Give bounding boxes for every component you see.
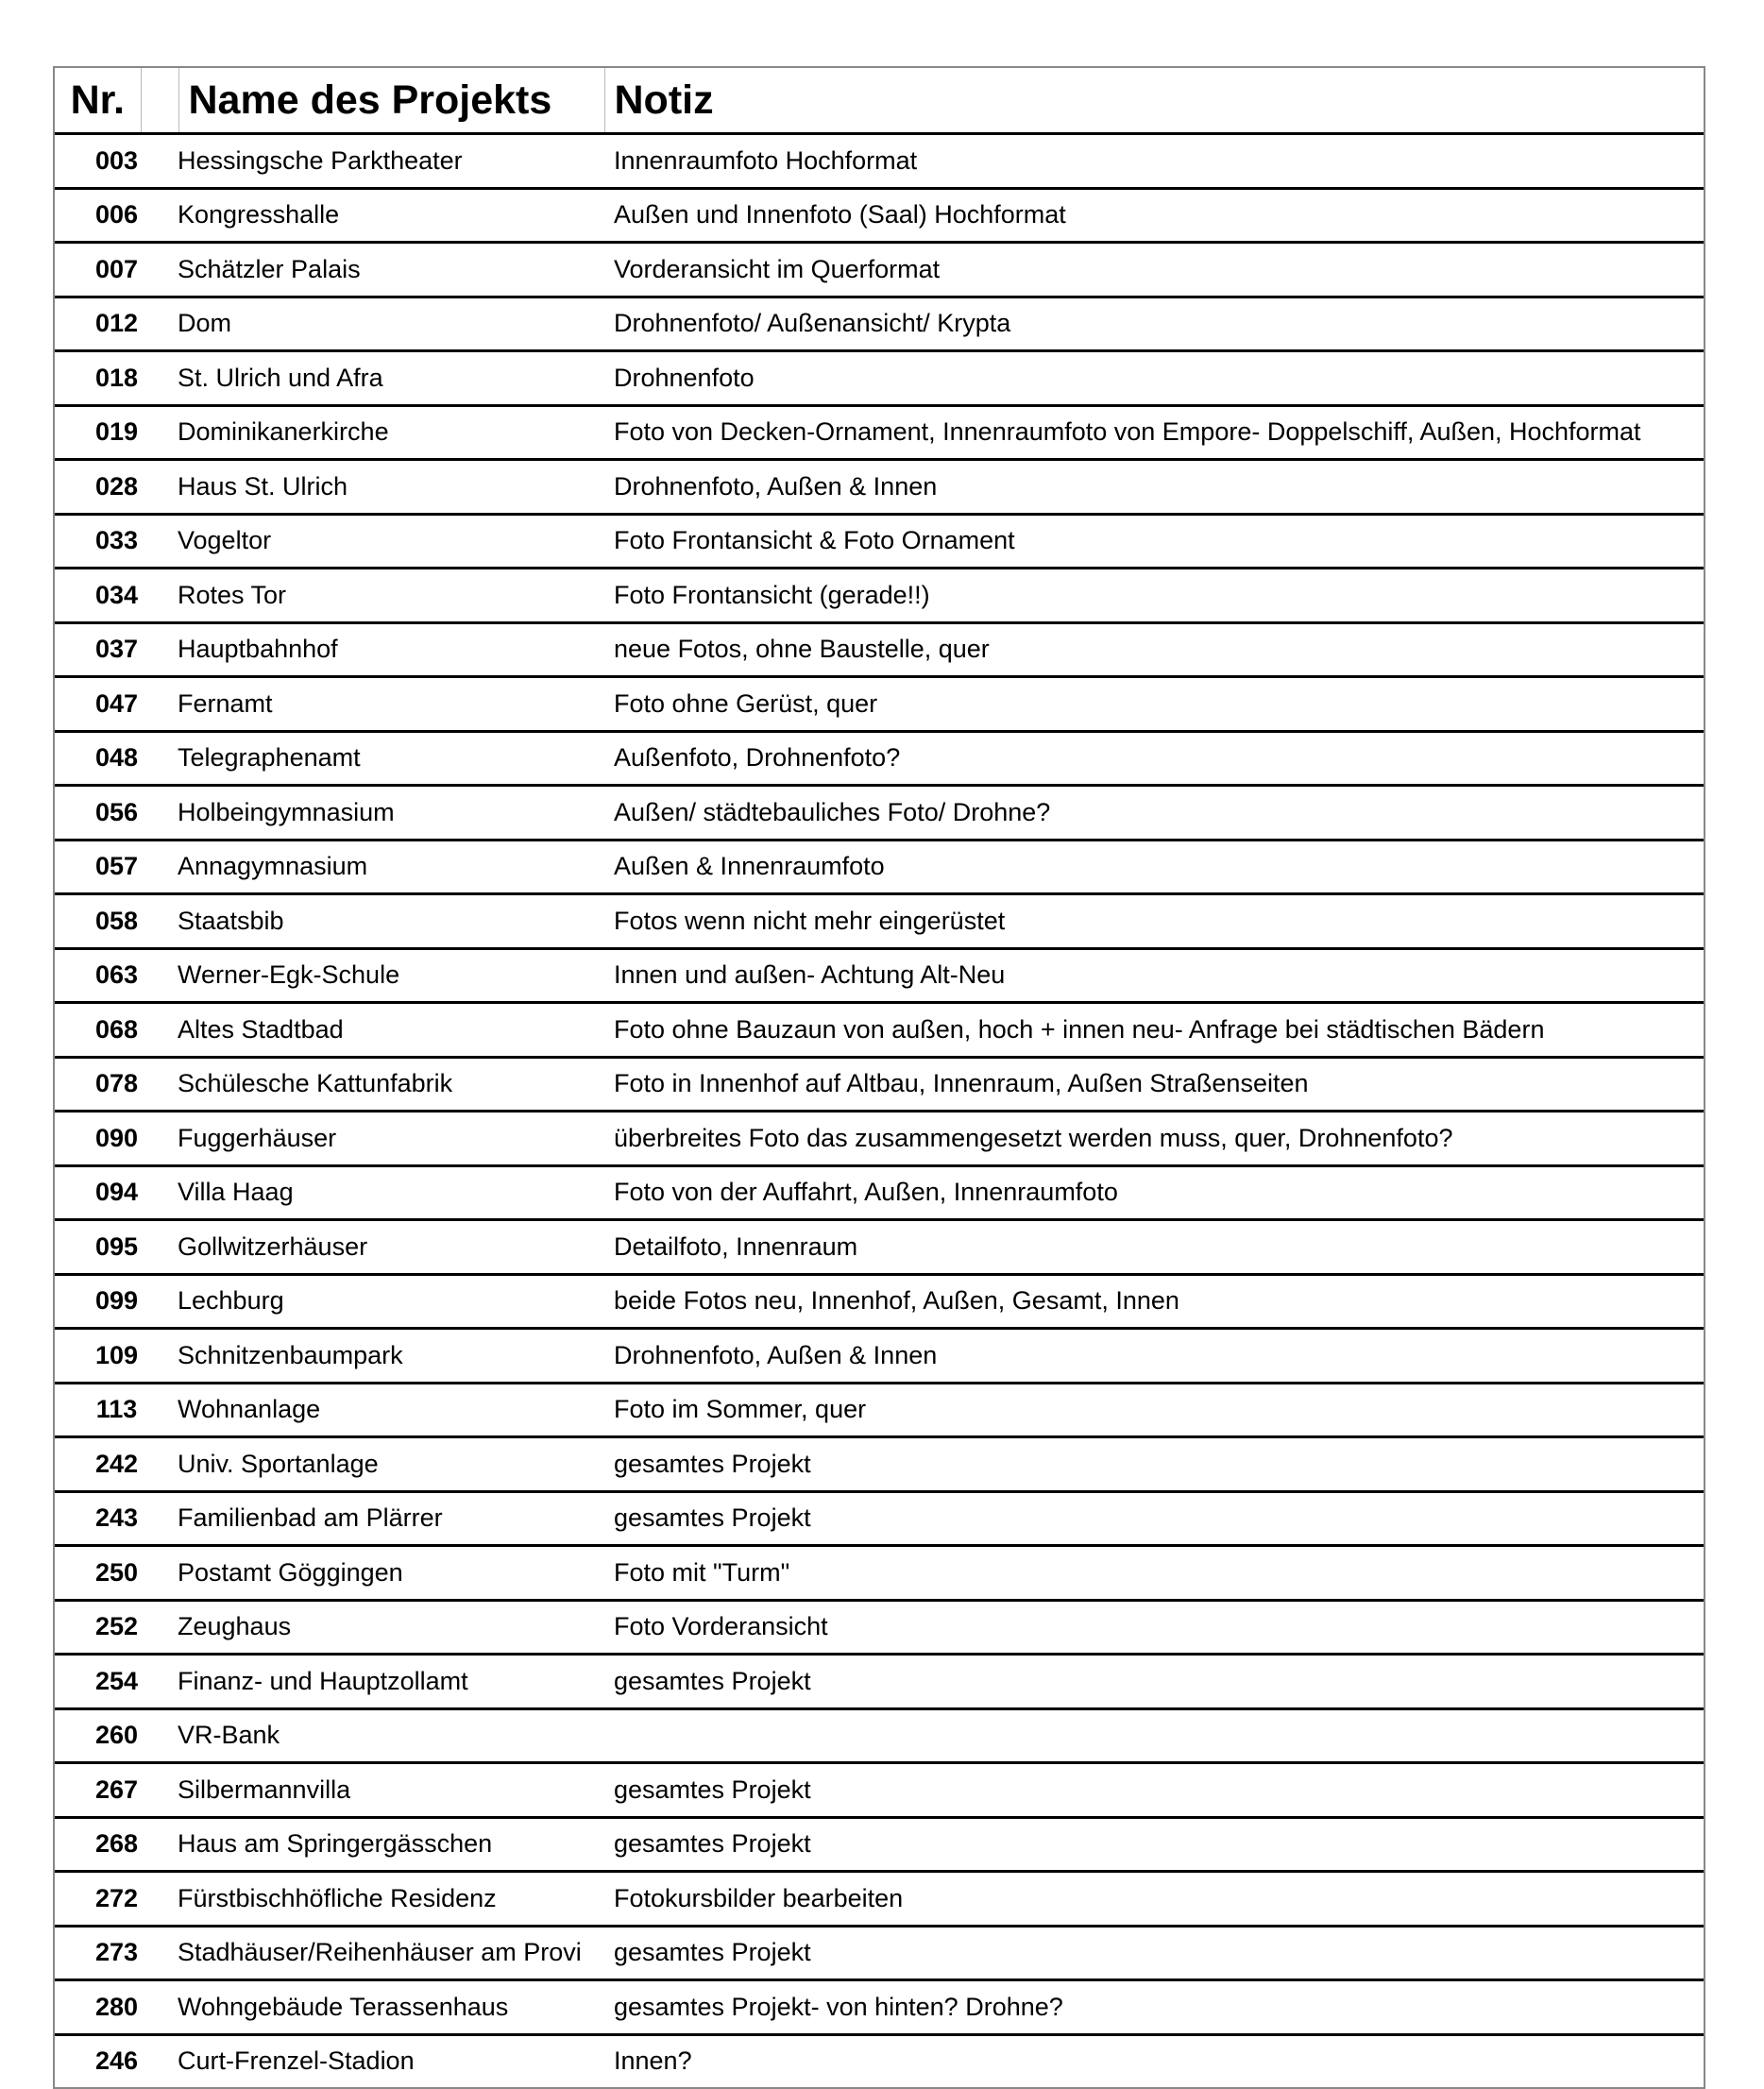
row-note	[604, 1708, 1704, 1763]
row-project-name	[178, 677, 604, 732]
row-number: 037	[55, 622, 178, 677]
project-name-text: Annagymnasium	[178, 852, 368, 881]
row-project-name	[178, 188, 604, 243]
project-name-text: Stadhäuser/Reihenhäuser am Provi	[178, 1938, 582, 1967]
header-nr: Nr.	[55, 68, 141, 134]
project-name-text: Schnitzenbaumpark	[178, 1340, 403, 1369]
row-number: 109	[55, 1329, 178, 1384]
row-number: 280	[55, 1980, 178, 2035]
table-row	[55, 840, 1704, 894]
table-row	[55, 297, 1704, 351]
project-name-text: Vogeltor	[178, 526, 272, 555]
row-project-name	[178, 1383, 604, 1437]
table-row	[55, 2034, 1704, 2087]
row-number: 090	[55, 1112, 178, 1166]
row-project-name	[178, 1708, 604, 1763]
row-project-name	[178, 840, 604, 894]
row-note: Drohnenfoto, Außen & Innen	[604, 1329, 1704, 1384]
row-number: 057	[55, 840, 178, 894]
row-project-name	[178, 351, 604, 406]
row-note: Foto im Sommer, quer	[604, 1383, 1704, 1437]
row-number: 056	[55, 786, 178, 841]
row-number: 058	[55, 894, 178, 949]
row-note: gesamtes Projekt	[604, 1437, 1704, 1492]
row-project-name	[178, 1980, 604, 2035]
row-note: Foto ohne Bauzaun von außen, hoch + innen neu- Anfrage bei städtischen Bädern	[604, 1003, 1704, 1058]
table-row	[55, 786, 1704, 841]
table-row	[55, 1708, 1704, 1763]
row-project-name	[178, 1546, 604, 1601]
header-spacer	[141, 68, 178, 134]
row-number: 012	[55, 297, 178, 351]
header-row	[55, 68, 1704, 134]
project-name-text: St. Ulrich und Afra	[178, 363, 383, 392]
table-row	[55, 514, 1704, 569]
project-name-text: Wohngebäude Terassenhaus	[178, 1992, 509, 2021]
table-row	[55, 1491, 1704, 1546]
project-name-text: Wohnanlage	[178, 1395, 321, 1424]
row-project-name	[178, 786, 604, 841]
project-name-text: Schätzler Palais	[178, 254, 361, 283]
row-note: Außenfoto, Drohnenfoto?	[604, 731, 1704, 786]
table-row	[55, 1003, 1704, 1058]
row-number: 094	[55, 1165, 178, 1220]
row-note: Drohnenfoto	[604, 351, 1704, 406]
row-project-name	[178, 2034, 604, 2087]
row-note: gesamtes Projekt	[604, 1763, 1704, 1818]
row-number: 047	[55, 677, 178, 732]
row-project-name	[178, 1491, 604, 1546]
row-number: 019	[55, 405, 178, 460]
row-note: Foto mit "Turm"	[604, 1546, 1704, 1601]
project-name-text: Finanz- und Hauptzollamt	[178, 1666, 468, 1695]
table-row	[55, 1274, 1704, 1329]
project-name-text: Werner-Egk-Schule	[178, 960, 400, 990]
row-number: 018	[55, 351, 178, 406]
table-row	[55, 351, 1704, 406]
row-note: beide Fotos neu, Innenhof, Außen, Gesamt, Innen	[604, 1274, 1704, 1329]
row-number: 254	[55, 1655, 178, 1709]
row-number: 028	[55, 460, 178, 515]
row-project-name	[178, 1763, 604, 1818]
row-project-name	[178, 1600, 604, 1655]
row-note: gesamtes Projekt	[604, 1655, 1704, 1709]
row-note: gesamtes Projekt	[604, 1817, 1704, 1872]
project-name-text: Haus am Springergässchen	[178, 1829, 493, 1859]
project-name-text: Dominikanerkirche	[178, 417, 389, 447]
project-name-text: Haus St. Ulrich	[178, 471, 348, 501]
table-row	[55, 1872, 1704, 1927]
project-name-text: Rotes Tor	[178, 580, 287, 609]
row-note: Foto in Innenhof auf Altbau, Innenraum, Außen Straßenseiten	[604, 1057, 1704, 1112]
row-number: 078	[55, 1057, 178, 1112]
table-row	[55, 1817, 1704, 1872]
row-note: Foto Frontansicht (gerade!!)	[604, 569, 1704, 623]
row-number: 068	[55, 1003, 178, 1058]
table-row	[55, 569, 1704, 623]
row-note: Detailfoto, Innenraum	[604, 1220, 1704, 1275]
row-number: 273	[55, 1926, 178, 1980]
table-row	[55, 1220, 1704, 1275]
table-row	[55, 1655, 1704, 1709]
project-name-text: Holbeingymnasium	[178, 797, 395, 826]
row-note: gesamtes Projekt- von hinten? Drohne?	[604, 1980, 1704, 2035]
row-number: 034	[55, 569, 178, 623]
table-row	[55, 134, 1704, 189]
project-name-text: Curt-Frenzel-Stadion	[178, 2047, 415, 2076]
row-project-name	[178, 948, 604, 1003]
row-project-name	[178, 460, 604, 515]
table-row	[55, 1165, 1704, 1220]
row-project-name	[178, 1003, 604, 1058]
project-name-text: Fürstbischhöfliche Residenz	[178, 1883, 497, 1912]
row-number: 250	[55, 1546, 178, 1601]
project-table	[55, 68, 1704, 2087]
row-number: 099	[55, 1274, 178, 1329]
table-row	[55, 1600, 1704, 1655]
row-note: Foto von der Auffahrt, Außen, Innenraumfoto	[604, 1165, 1704, 1220]
project-name-text: VR-Bank	[178, 1721, 280, 1750]
header-note: Notiz	[604, 68, 1704, 134]
project-name-text: Zeughaus	[178, 1612, 292, 1641]
project-name-text: Gollwitzerhäuser	[178, 1231, 368, 1261]
row-note: Foto ohne Gerüst, quer	[604, 677, 1704, 732]
header-project-name: Name des Projekts	[178, 68, 604, 134]
row-number: 267	[55, 1763, 178, 1818]
table-row	[55, 731, 1704, 786]
table-row	[55, 677, 1704, 732]
row-number: 003	[55, 134, 178, 189]
row-project-name	[178, 894, 604, 949]
table-row	[55, 1546, 1704, 1601]
row-note: Außen und Innenfoto (Saal) Hochformat	[604, 188, 1704, 243]
project-name-text: Schülesche Kattunfabrik	[178, 1069, 453, 1098]
row-note: Außen & Innenraumfoto	[604, 840, 1704, 894]
row-number: 242	[55, 1437, 178, 1492]
row-number: 268	[55, 1817, 178, 1872]
row-project-name	[178, 134, 604, 189]
table-row	[55, 622, 1704, 677]
row-project-name	[178, 405, 604, 460]
table-row	[55, 894, 1704, 949]
row-project-name	[178, 1872, 604, 1927]
row-note: Drohnenfoto/ Außenansicht/ Krypta	[604, 297, 1704, 351]
row-note: Fotos wenn nicht mehr eingerüstet	[604, 894, 1704, 949]
project-name-text: Fernamt	[178, 688, 273, 718]
row-project-name	[178, 243, 604, 297]
project-name-text: Altes Stadtbad	[178, 1014, 344, 1044]
project-name-text: Staatsbib	[178, 906, 284, 935]
row-number: 246	[94, 2047, 139, 2076]
row-number: 272	[55, 1872, 178, 1927]
row-project-name	[178, 1817, 604, 1872]
table-row	[55, 948, 1704, 1003]
project-name-text: Hessingsche Parktheater	[178, 145, 463, 175]
row-note: überbreites Foto das zusammengesetzt werden muss, quer, Drohnenfoto?	[604, 1112, 1704, 1166]
row-project-name	[178, 1926, 604, 1980]
row-note: Innen?	[604, 2034, 1704, 2087]
row-note: neue Fotos, ohne Baustelle, quer	[604, 622, 1704, 677]
project-name-text: Familienbad am Plärrer	[178, 1503, 443, 1533]
table-row	[55, 460, 1704, 515]
project-name-text: Postamt Göggingen	[178, 1557, 403, 1587]
project-name-text: Fuggerhäuser	[178, 1123, 337, 1152]
project-name-text: Lechburg	[178, 1286, 284, 1316]
row-project-name	[178, 1437, 604, 1492]
row-note: Fotokursbilder bearbeiten	[604, 1872, 1704, 1927]
table-row	[55, 1980, 1704, 2035]
row-number: 095	[55, 1220, 178, 1275]
table-row	[55, 405, 1704, 460]
row-number: 063	[55, 948, 178, 1003]
row-project-name	[178, 1057, 604, 1112]
row-project-name	[178, 1112, 604, 1166]
project-name-text: Villa Haag	[178, 1178, 294, 1207]
row-note: Drohnenfoto, Außen & Innen	[604, 460, 1704, 515]
row-note: Innenraumfoto Hochformat	[604, 134, 1704, 189]
table-row	[55, 1437, 1704, 1492]
row-number: 243	[55, 1491, 178, 1546]
table-row	[55, 1329, 1704, 1384]
row-note: Innen und außen- Achtung Alt-Neu	[604, 948, 1704, 1003]
table-row	[55, 1057, 1704, 1112]
table-row	[55, 1763, 1704, 1818]
project-name-text: Univ. Sportanlage	[178, 1449, 379, 1478]
row-project-name	[178, 297, 604, 351]
table-row	[55, 188, 1704, 243]
row-project-name	[178, 1274, 604, 1329]
table-row	[55, 1383, 1704, 1437]
row-number: 113	[55, 1383, 178, 1437]
row-project-name	[178, 514, 604, 569]
row-project-name	[178, 1329, 604, 1384]
row-project-name	[178, 569, 604, 623]
row-note: gesamtes Projekt	[604, 1491, 1704, 1546]
row-project-name	[178, 1220, 604, 1275]
table-body	[55, 134, 1704, 2088]
row-number: 260	[55, 1708, 178, 1763]
row-number: 048	[55, 731, 178, 786]
row-note: Vorderansicht im Querformat	[604, 243, 1704, 297]
row-note: Foto Vorderansicht	[604, 1600, 1704, 1655]
row-project-name	[178, 1165, 604, 1220]
row-number: 033	[55, 514, 178, 569]
row-number: 007	[55, 243, 178, 297]
row-note: Foto von Decken-Ornament, Innenraumfoto von Empore- Doppelschiff, Außen, Hochformat	[604, 405, 1704, 460]
project-name-text: Dom	[178, 309, 232, 338]
table-row	[55, 1926, 1704, 1980]
row-project-name	[178, 731, 604, 786]
table-row	[55, 243, 1704, 297]
row-number: 006	[55, 188, 178, 243]
row-note: Außen/ städtebauliches Foto/ Drohne?	[604, 786, 1704, 841]
row-note: gesamtes Projekt	[604, 1926, 1704, 1980]
row-project-name	[178, 622, 604, 677]
row-note: Foto Frontansicht & Foto Ornament	[604, 514, 1704, 569]
table-row	[55, 1112, 1704, 1166]
row-number: 252	[55, 1600, 178, 1655]
project-name-text: Silbermannvilla	[178, 1775, 351, 1804]
row-project-name	[178, 1655, 604, 1709]
project-name-text: Telegraphenamt	[178, 743, 361, 773]
project-name-text: Hauptbahnhof	[178, 635, 338, 664]
project-table-sheet	[53, 66, 1705, 2089]
project-name-text: Kongresshalle	[178, 200, 340, 229]
